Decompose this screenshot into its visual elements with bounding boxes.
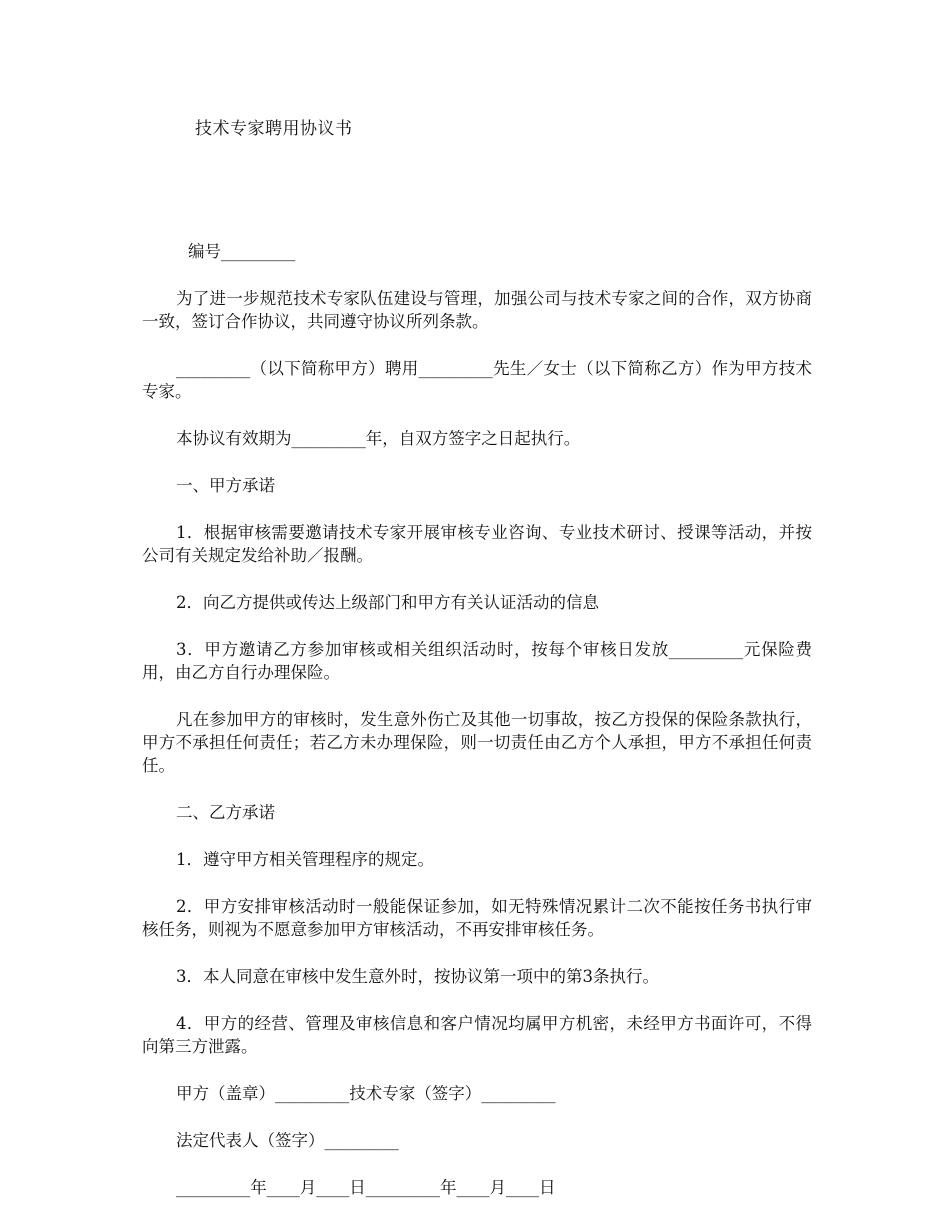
- party-a-clause-1: 1．根据审核需要邀请技术专家开展审核专业咨询、专业技术研讨、授课等活动，并按公司有关规定发给补助／报酬。: [142, 523, 812, 565]
- party-b-clause-2: 2．甲方安排审核活动时一般能保证参加，如无特殊情况累计二次不能按任务书执行审核任务，则视为不愿意参加甲方审核活动，不再安排审核任务。: [142, 897, 812, 939]
- party-a-clause-2: 2．向乙方提供或传达上级部门和甲方有关认证活动的信息: [176, 593, 599, 612]
- party-b-clause-3: 3．本人同意在审核中发生意外时，按协议第一项中的第3条执行。: [176, 967, 659, 986]
- serial-number-line: 编号_________: [188, 242, 296, 261]
- preamble-paragraph: 为了进一步规范技术专家队伍建设与管理，加强公司与技术专家之间的合作，双方协商一致，签订合作协议，共同遵守协议所列条款。: [142, 289, 812, 331]
- date-line: _________年____月____日_________年____月____日: [176, 1178, 556, 1197]
- document-title: 技术专家聘用协议书: [195, 119, 353, 139]
- liability-paragraph: 凡在参加甲方的审核时，发生意外伤亡及其他一切事故，按乙方投保的保险条款执行，甲方不承担任何责任；若乙方未办理保险，则一切责任由乙方个人承担，甲方不承担任何责任。: [142, 710, 812, 775]
- party-a-clause-3: 3．甲方邀请乙方参加审核或相关组织活动时，按每个审核日发放_________元保险费用，由乙方自行办理保险。: [142, 640, 812, 682]
- party-b-clause-1: 1．遵守甲方相关管理程序的规定。: [176, 850, 434, 869]
- signature-line-legal-rep: 法定代表人（签字）_________: [176, 1131, 399, 1150]
- section-heading-party-a: 一、甲方承诺: [176, 476, 275, 495]
- validity-paragraph: 本协议有效期为_________年，自双方签字之日起执行。: [176, 429, 581, 448]
- party-b-clause-4: 4．甲方的经营、管理及审核信息和客户情况均属甲方机密，未经甲方书面许可，不得向第三方泄露。: [142, 1014, 812, 1056]
- parties-paragraph: _________（以下简称甲方）聘用_________先生／女士（以下简称乙方）作为甲方技术专家。: [142, 359, 812, 401]
- document-body: [142, 240, 812, 1223]
- section-heading-party-b: 二、乙方承诺: [176, 803, 275, 822]
- signature-line-parties: 甲方（盖章）_________技术专家（签字）_________: [176, 1084, 556, 1103]
